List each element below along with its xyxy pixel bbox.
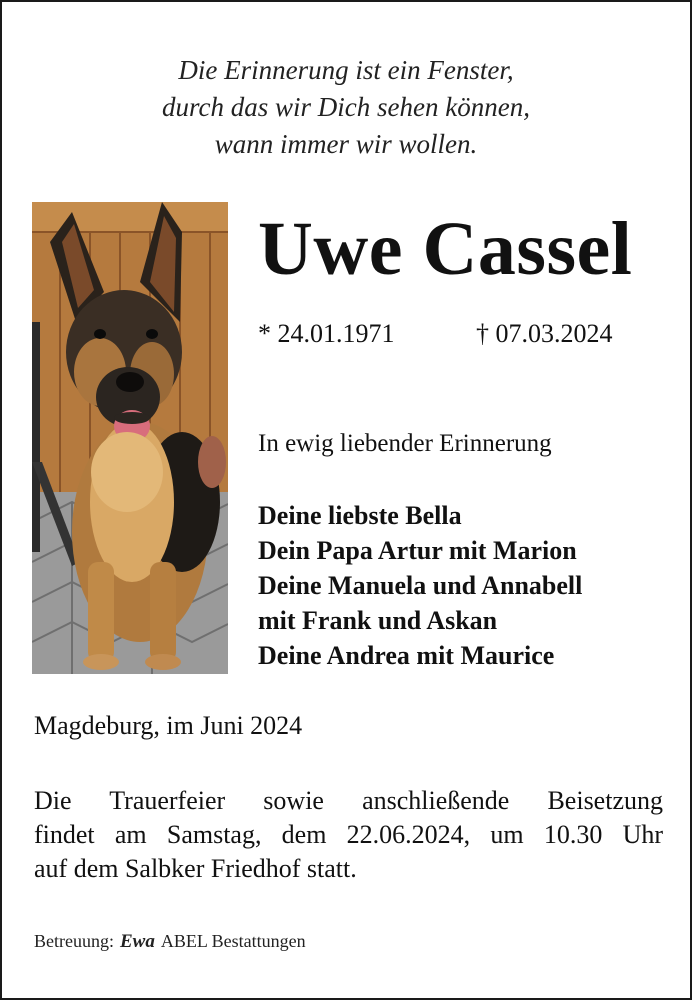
quote-line: Die Erinnerung ist ein Fenster, <box>178 55 514 85</box>
mourner-entry: mit Frank und Askan <box>258 606 498 635</box>
ceremony-line: findet am Samstag, dem 22.06.2024, um 10.30 Uhr <box>34 820 663 849</box>
deceased-name: Uwe Cassel <box>258 207 633 291</box>
mourner-entry: Deine liebste Bella <box>258 501 462 530</box>
mourner-entry: Dein Papa Artur mit Marion <box>258 536 577 565</box>
place-and-date: Magdeburg, im Juni 2024 <box>34 711 303 740</box>
memory-line: In ewig liebender Erinnerung <box>258 430 552 457</box>
ceremony-line: Die Trauerfeier sowie anschließende Beisetzung <box>34 786 663 815</box>
dog-photo-illustration <box>32 202 228 674</box>
undertaker-label: Betreuung: <box>34 931 114 951</box>
quote-line: durch das wir Dich sehen können, <box>162 92 530 122</box>
quote-line: wann immer wir wollen. <box>214 129 478 159</box>
undertaker-company: ABEL Bestattungen <box>160 931 306 951</box>
undertaker-credit <box>34 928 306 955</box>
memorial-quote <box>2 52 690 163</box>
ceremony-notice <box>34 784 663 886</box>
mourner-entry: Deine Manuela und Annabell <box>258 571 583 600</box>
mourner-entry: Deine Andrea mit Maurice <box>258 641 555 670</box>
ceremony-line: auf dem Salbker Friedhof statt. <box>34 854 357 883</box>
dog-photo <box>32 202 228 674</box>
birth-date: * 24.01.1971 <box>258 319 395 348</box>
death-date: † 07.03.2024 <box>476 319 613 348</box>
mourners-list <box>258 498 582 673</box>
undertaker-logo-script: Ewa <box>119 931 155 952</box>
